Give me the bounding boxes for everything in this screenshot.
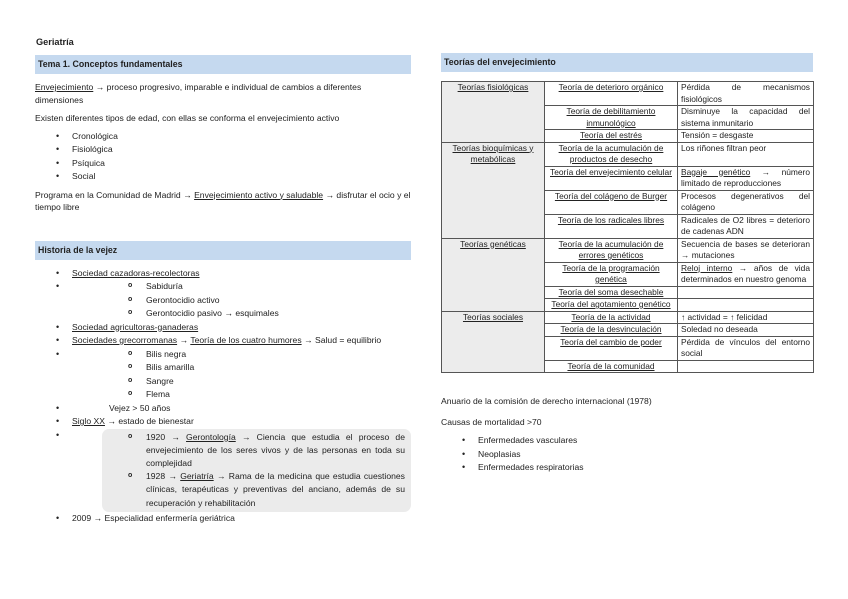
theory-desc: Los riñones filtran peor bbox=[678, 142, 814, 166]
nested-group bbox=[35, 348, 411, 402]
theory-desc: Radicales de O2 libres = deterioro de cadenas ADN bbox=[678, 214, 814, 238]
siglo-label: Siglo XX bbox=[72, 416, 105, 426]
theory-desc: Soledad no deseada bbox=[678, 324, 814, 337]
envejecimiento-term: Envejecimiento bbox=[35, 82, 94, 92]
section-heading-teorias: Teorías del envejecimiento bbox=[441, 53, 813, 72]
group-sociales: Teorías sociales bbox=[442, 311, 545, 373]
list-item: • Enfermedades respiratorias bbox=[441, 461, 813, 475]
programa-pre: Programa en la Comunidad de Madrid → bbox=[35, 189, 195, 200]
list-item: • Enfermedades vasculares bbox=[441, 434, 813, 448]
theory-name: Teoría de la desvinculación bbox=[545, 324, 678, 337]
nested-group bbox=[35, 402, 411, 416]
causas-heading: Causas de mortalidad >70 bbox=[441, 417, 542, 427]
list-item: o Gerontocidio activo bbox=[72, 294, 411, 308]
envejecimiento-definition bbox=[35, 81, 411, 106]
programa-paragraph bbox=[35, 189, 411, 214]
humores-sublist bbox=[72, 348, 411, 402]
siglo-post: → estado de bienestar bbox=[104, 416, 194, 426]
greco-label: Sociedades grecorromanas bbox=[72, 335, 178, 345]
bagaje-label: Bagaje genético bbox=[681, 166, 751, 177]
table-row bbox=[442, 311, 814, 324]
list-item: o Flema bbox=[72, 388, 411, 402]
list-item bbox=[35, 267, 411, 281]
i1928-def: → Rama de la medicina que estudia cuestiones clínicas, terapéuticas y preventivas del anciano, además de su recuperación y rehabilitación bbox=[146, 471, 405, 508]
theory-desc: Pérdida de vínculos del entorno social bbox=[678, 336, 814, 360]
group-geneticas: Teorías genéticas bbox=[442, 238, 545, 311]
programa-post: → disfrutar el ocio y el tiempo libre bbox=[35, 189, 411, 212]
list-item: • Fisiológica bbox=[35, 143, 411, 157]
greco-post: → Salud = equilibrio bbox=[301, 335, 382, 345]
theory-name: Teoría de la programación genética bbox=[545, 262, 678, 286]
theory-name: Teoría de deterioro orgánico bbox=[545, 82, 678, 106]
list-item: • Social bbox=[35, 170, 411, 184]
geriatria-label: Geriatría bbox=[180, 471, 214, 482]
list-item: o Bilis amarilla bbox=[72, 361, 411, 375]
cazadoras-sublist bbox=[72, 280, 411, 321]
section-heading-historia: Historia de la vejez bbox=[35, 241, 411, 260]
theory-name: Teoría del agotamiento genético bbox=[545, 299, 678, 312]
list-item: o • Sabiduría bbox=[72, 280, 411, 294]
theory-name: Teoría de los radicales libres bbox=[545, 214, 678, 238]
theory-desc: Procesos degenerativos del colágeno bbox=[678, 190, 814, 214]
theory-name: Teoría del estrés bbox=[545, 130, 678, 143]
theory-desc: Tensión = desgaste bbox=[678, 130, 814, 143]
reloj-post: → años de vida determinados en nuestro genoma bbox=[681, 262, 810, 284]
causas-list bbox=[441, 434, 813, 475]
list-item: • Neoplasias bbox=[441, 448, 813, 462]
list-item: • 2009 → Especialidad enfermería geriátrica bbox=[35, 512, 411, 526]
theory-name: Teoría del envejecimiento celular bbox=[545, 166, 678, 190]
theory-name: Teoría del cambio de poder bbox=[545, 336, 678, 360]
list-item bbox=[35, 334, 411, 348]
anuario-note: Anuario de la comisión de derecho internacional (1978) bbox=[441, 396, 652, 406]
cazadoras-label: Sociedad cazadoras-recolectoras bbox=[72, 267, 200, 278]
section-heading-conceptos: Tema 1. Conceptos fundamentales bbox=[35, 55, 411, 74]
i1920-year: 1920 → bbox=[146, 431, 187, 442]
theory-desc bbox=[678, 299, 814, 312]
theory-name: Teoría de la comunidad bbox=[545, 360, 678, 373]
notes-block bbox=[441, 395, 813, 475]
gerontologia-label: Gerontología bbox=[186, 431, 236, 442]
list-item bbox=[35, 415, 411, 429]
theory-desc bbox=[678, 262, 814, 286]
document-title: Geriatría bbox=[36, 37, 74, 47]
list-item: • Psíquica bbox=[35, 157, 411, 171]
siglo-sublist bbox=[102, 429, 411, 512]
theory-name: Teoría de la acumulación de productos de desecho bbox=[545, 142, 678, 166]
theory-desc: ↑ actividad = ↑ felicidad bbox=[678, 311, 814, 324]
edad-intro: Existen diferentes tipos de edad, con ellas se conforma el envejecimiento activo bbox=[35, 113, 340, 123]
list-item: o Gerontocidio pasivo → esquimales bbox=[72, 307, 411, 321]
theory-desc: Disminuye la capacidad del sistema inmunitario bbox=[678, 106, 814, 130]
list-item bbox=[102, 431, 411, 471]
theory-name: Teoría de la acumulación de errores genéticos bbox=[545, 238, 678, 262]
theory-desc: Pérdida de mecanismos fisiológicos bbox=[678, 82, 814, 106]
vejez-note: • Vejez > 50 años bbox=[109, 402, 171, 413]
greco-arrow: → bbox=[177, 335, 191, 345]
i1920-def: → Ciencia que estudia el proceso de envejecimiento de los seres vivos y de las personas en toda su complejidad bbox=[146, 431, 405, 468]
table-row bbox=[442, 238, 814, 262]
i1928-year: 1928 → bbox=[146, 471, 181, 482]
nested-group bbox=[35, 429, 411, 512]
humores-label: Teoría de los cuatro humores bbox=[190, 335, 302, 345]
envejecimiento-def-text: → proceso progresivo, imparable e individual de cambios a diferentes dimensiones bbox=[35, 82, 362, 105]
list-item: • Cronológica bbox=[35, 130, 411, 144]
list-item: o • Bilis negra bbox=[72, 348, 411, 362]
theory-name: Teoría del colágeno de Burger bbox=[545, 190, 678, 214]
theory-desc bbox=[678, 166, 814, 190]
agricultoras-label: Sociedad agricultoras-ganaderas bbox=[72, 321, 199, 332]
reloj-label: Reloj interno bbox=[681, 262, 733, 273]
nested-group bbox=[35, 280, 411, 321]
bagaje-post: → número limitado de reproducciones bbox=[681, 166, 810, 188]
left-column bbox=[35, 33, 411, 525]
theory-desc: Secuencia de bases se deterioran → mutaciones bbox=[678, 238, 814, 262]
theory-desc bbox=[678, 360, 814, 373]
theory-desc bbox=[678, 286, 814, 299]
list-item: o Sangre bbox=[72, 375, 411, 389]
table-row bbox=[442, 142, 814, 166]
theory-name: Teoría del soma desechable bbox=[545, 286, 678, 299]
table-row bbox=[442, 82, 814, 106]
list-item bbox=[35, 321, 411, 335]
group-bioquimicas: Teorías bioquímicas y metabólicas bbox=[442, 142, 545, 238]
list-item bbox=[102, 470, 411, 510]
right-column bbox=[441, 53, 813, 475]
historia-list bbox=[35, 267, 411, 526]
theories-table bbox=[441, 81, 814, 373]
theory-name: Teoría de debilitamiento inmunológico bbox=[545, 106, 678, 130]
theory-name: Teoría de la actividad bbox=[545, 311, 678, 324]
group-fisiologicas: Teorías fisiológicas bbox=[442, 82, 545, 143]
programa-link: Envejecimiento activo y saludable bbox=[194, 189, 324, 200]
edad-list bbox=[35, 130, 411, 184]
